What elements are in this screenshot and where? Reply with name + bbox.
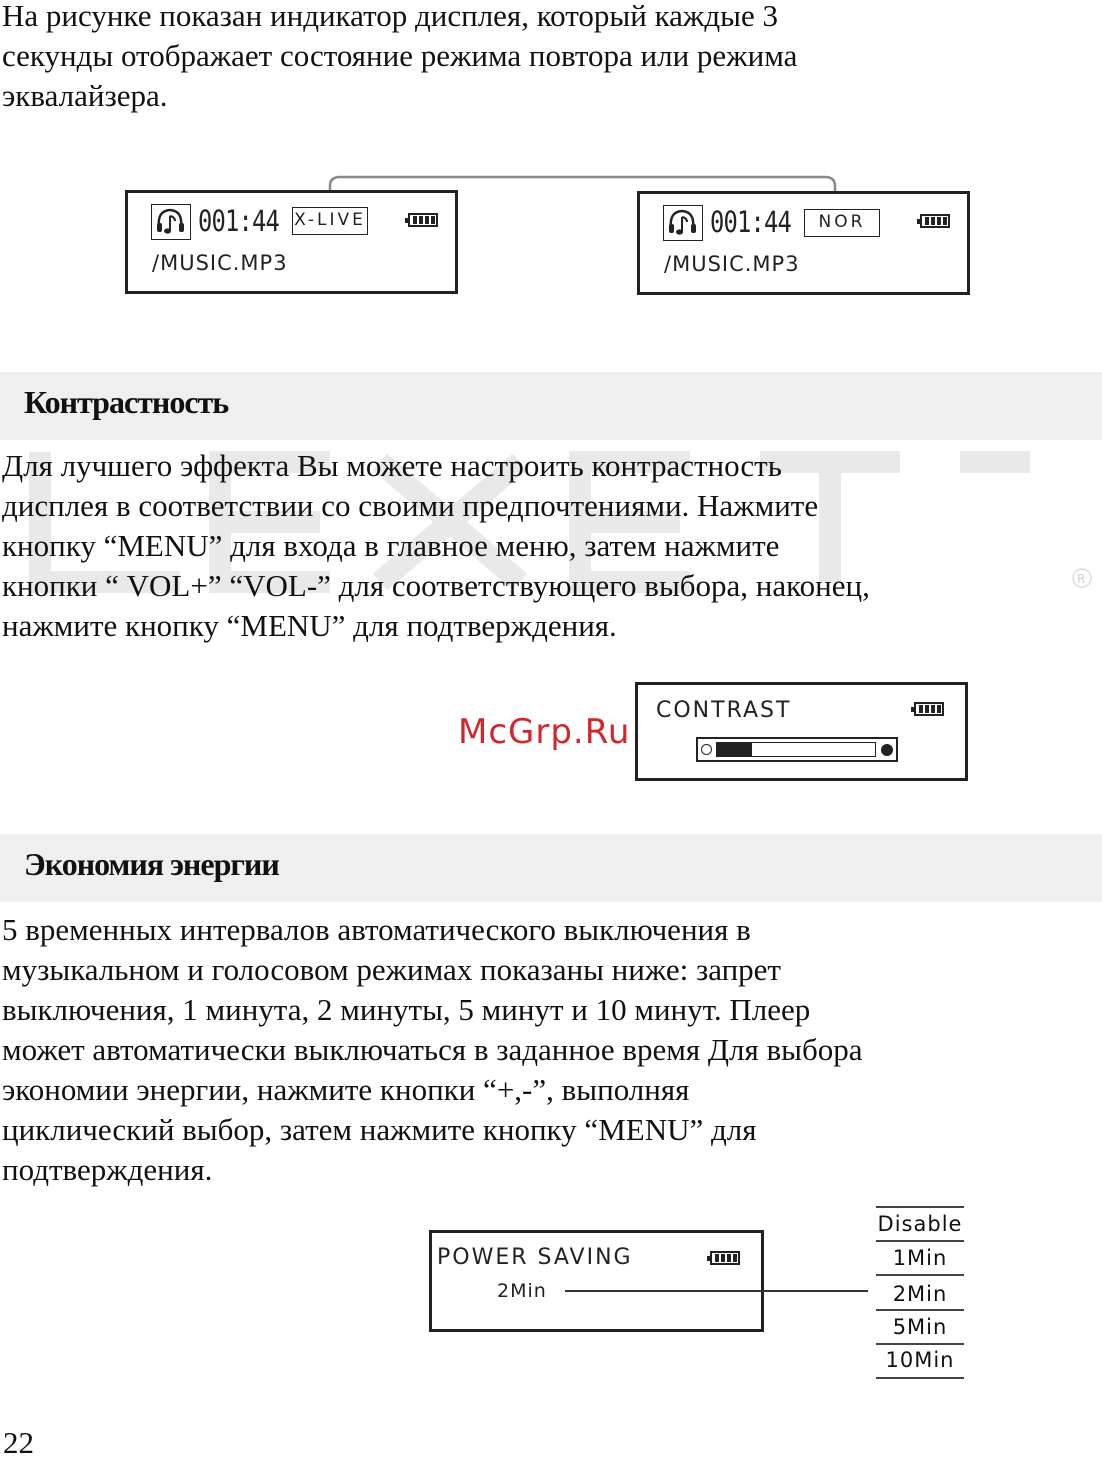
intro-line: эквалайзера. [2,78,168,113]
contrast-line: Для лучшего эффекта Вы можете настроить контрастность [2,448,782,483]
intro-line: На рисунке показан индикатор дисплея, который каждые 3 [2,0,778,33]
lcd-display-nor [637,191,970,295]
option-leader-line [565,1290,868,1292]
eq-mode-badge: NOR [804,209,880,237]
option-10min: 10Min [885,1348,955,1372]
contrast-max-icon [881,744,893,756]
contrast-slider [696,737,898,762]
section-header-contrast [0,372,1102,440]
option-5min: 5Min [892,1315,948,1339]
contrast-line: дисплея в соответствии со своими предпочтениями. Нажмите [2,488,819,523]
lcd-display-xlive [125,190,458,294]
section-header-power-saving [0,834,1102,902]
headphone-music-icon [663,205,703,241]
contrast-level-fill [717,743,752,756]
option-divider [876,1240,964,1242]
option-divider [876,1274,964,1276]
option-divider [876,1343,964,1345]
option-disable: Disable [877,1212,963,1236]
power-line: может автоматически выключаться в заданное время Для выбора [2,1032,863,1067]
lcd-power-saving-display [429,1230,764,1332]
power-paragraph [2,910,862,1190]
contrast-label: CONTRAST [656,698,792,723]
site-watermark: McGrp.Ru [458,712,631,752]
page-number: 22 [3,1425,34,1460]
power-line: экономии энергии, нажмите кнопки “+,-”, выполняя [2,1072,690,1107]
battery-icon [710,1251,740,1265]
elapsed-time: 001:44 [710,205,791,239]
power-line: выключения, 1 минута, 2 минуты, 5 минут и 10 минут. Плеер [2,992,811,1027]
battery-icon [914,702,944,716]
contrast-paragraph [2,446,870,646]
power-line: циклический выбор, затем нажмите кнопку “MENU” для [2,1112,757,1147]
section-title: Контрастность [24,384,229,420]
power-saving-value: 2Min [497,1280,547,1302]
option-divider [876,1377,964,1379]
power-line: музыкальном и голосовом режимах показаны ниже: запрет [2,952,781,987]
battery-icon [408,213,438,227]
option-2min: 2Min [892,1282,948,1306]
section-title: Экономия энергии [24,846,279,882]
option-1min: 1Min [892,1246,948,1270]
headphone-music-icon [151,204,191,240]
file-path: /MUSIC.MP3 [152,251,288,275]
svg-text:R: R [1077,572,1086,586]
intro-paragraph [2,0,797,116]
option-divider [876,1206,964,1208]
contrast-line: нажмите кнопку “MENU” для подтверждения. [2,608,617,643]
battery-icon [920,214,950,228]
intro-line: секунды отображает состояние режима повтора или режима [2,38,798,73]
elapsed-time: 001:44 [198,204,279,238]
contrast-line: кнопку “MENU” для входа в главное меню, затем нажмите [2,528,780,563]
contrast-line: кнопки “ VOL+” “VOL-” для соответствующего выбора, наконец, [2,568,870,603]
power-line: 5 временных интервалов автоматического выключения в [2,912,751,947]
file-path: /MUSIC.MP3 [664,252,800,276]
contrast-track [716,742,876,757]
eq-mode-badge: X-LIVE [292,207,368,235]
option-divider [876,1309,964,1311]
power-line: подтверждения. [2,1152,213,1187]
lcd-contrast-display [635,682,968,781]
power-saving-label: POWER SAVING [437,1245,633,1270]
contrast-min-icon [701,744,712,755]
